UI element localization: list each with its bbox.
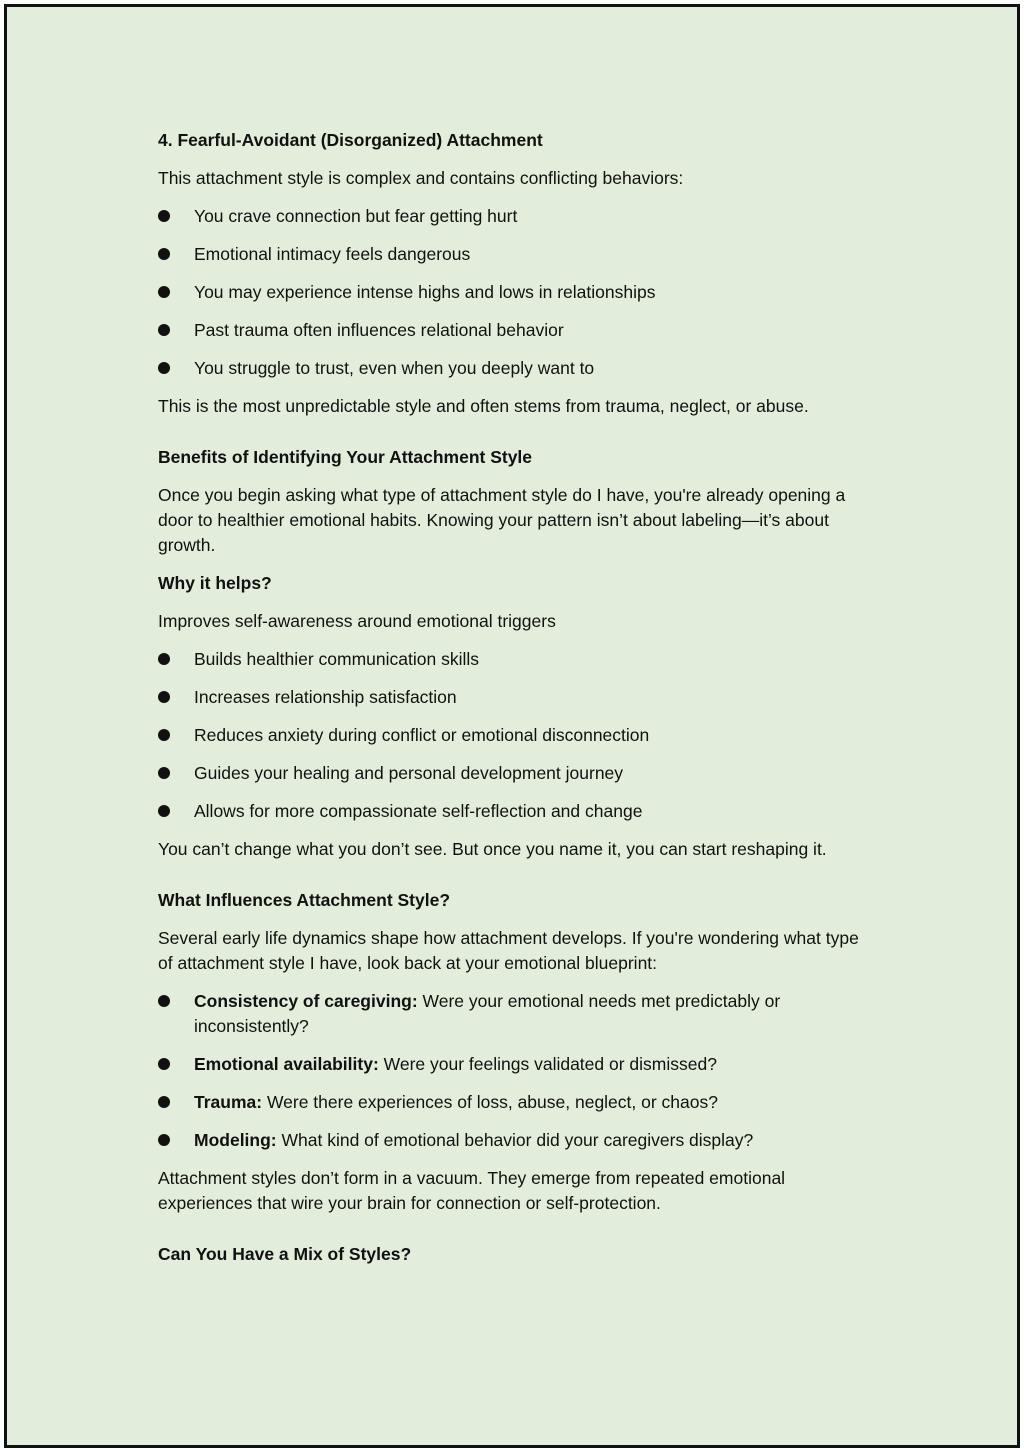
list-item-text: You may experience intense highs and lows in relationships	[194, 282, 656, 302]
bullet-icon	[158, 691, 170, 703]
list-item-text: Builds healthier communication skills	[194, 649, 479, 669]
list-item-text: What kind of emotional behavior did your caregivers display?	[276, 1130, 754, 1150]
list-item-label: Emotional availability:	[194, 1054, 379, 1074]
list-item	[158, 685, 878, 710]
list-item-text: Were your emotional needs met predictably or inconsistently?	[194, 991, 781, 1036]
first-point: Improves self-awareness around emotional triggers	[158, 611, 556, 631]
list-item-text: Reduces anxiety during conflict or emotional disconnection	[194, 725, 650, 745]
bullet-icon	[158, 995, 170, 1007]
section-divider	[158, 432, 878, 445]
list-item	[158, 989, 878, 1039]
document-page	[4, 4, 1020, 1448]
section-closing: This is the most unpredictable style and often stems from trauma, neglect, or abuse.	[158, 396, 809, 416]
list-item	[158, 647, 878, 672]
list-item-label: Trauma:	[194, 1092, 263, 1112]
bullet-list-benefits	[158, 647, 878, 824]
bullet-list-influences	[158, 989, 878, 1153]
document-content	[158, 128, 878, 1280]
section-closing: Attachment styles don’t form in a vacuum. They emerge from repeated emotional experiences that wire your brain for connection or self-protection.	[158, 1168, 786, 1213]
list-item	[158, 1128, 878, 1153]
list-item-text: Allows for more compassionate self-reflection and change	[194, 801, 643, 821]
list-item	[158, 356, 878, 381]
bullet-icon	[158, 1058, 170, 1070]
subheading-why-it-helps: Why it helps?	[158, 573, 272, 593]
list-item-text: Guides your healing and personal development journey	[194, 763, 624, 783]
bullet-icon	[158, 286, 170, 298]
bullet-icon	[158, 653, 170, 665]
list-item	[158, 1090, 878, 1115]
list-item	[158, 1052, 878, 1077]
list-item	[158, 761, 878, 786]
bullet-icon	[158, 362, 170, 374]
section-divider	[158, 1229, 878, 1242]
bullet-icon	[158, 805, 170, 817]
bullet-icon	[158, 210, 170, 222]
section-closing: You can’t change what you don’t see. But once you name it, you can start reshaping it.	[158, 839, 827, 859]
bullet-icon	[158, 248, 170, 260]
list-item-label: Modeling:	[194, 1130, 277, 1150]
section-intro: Several early life dynamics shape how attachment develops. If you're wondering what type of attachment style I have, look back at your emotional blueprint:	[158, 928, 859, 973]
section-heading-benefits: Benefits of Identifying Your Attachment Style	[158, 447, 533, 467]
list-item-text: You crave connection but fear getting hurt	[194, 206, 518, 226]
list-item-label: Consistency of caregiving:	[194, 991, 418, 1011]
bullet-icon	[158, 1096, 170, 1108]
list-item-text: Increases relationship satisfaction	[194, 687, 457, 707]
list-item	[158, 723, 878, 748]
bullet-list-fearful-avoidant	[158, 204, 878, 381]
list-item	[158, 204, 878, 229]
section-heading-mix-of-styles: Can You Have a Mix of Styles?	[158, 1244, 412, 1264]
section-heading-influences: What Influences Attachment Style?	[158, 890, 451, 910]
list-item	[158, 280, 878, 305]
bullet-icon	[158, 767, 170, 779]
list-item-text: You struggle to trust, even when you deeply want to	[194, 358, 595, 378]
list-item	[158, 242, 878, 267]
list-item	[158, 799, 878, 824]
list-item	[158, 318, 878, 343]
section-divider	[158, 875, 878, 888]
section-intro: This attachment style is complex and contains conflicting behaviors:	[158, 168, 684, 188]
section-heading-fearful-avoidant: 4. Fearful-Avoidant (Disorganized) Attachment	[158, 130, 543, 150]
list-item-text: Emotional intimacy feels dangerous	[194, 244, 471, 264]
bullet-icon	[158, 729, 170, 741]
bullet-icon	[158, 1134, 170, 1146]
section-intro: Once you begin asking what type of attachment style do I have, you're already opening a door to healthier emotional habits. Knowing your pattern isn’t about labeling—it’s about growth.	[158, 485, 846, 555]
list-item-text: Past trauma often influences relational behavior	[194, 320, 564, 340]
bullet-icon	[158, 324, 170, 336]
list-item-text: Were your feelings validated or dismissed?	[378, 1054, 717, 1074]
list-item-text: Were there experiences of loss, abuse, neglect, or chaos?	[262, 1092, 718, 1112]
